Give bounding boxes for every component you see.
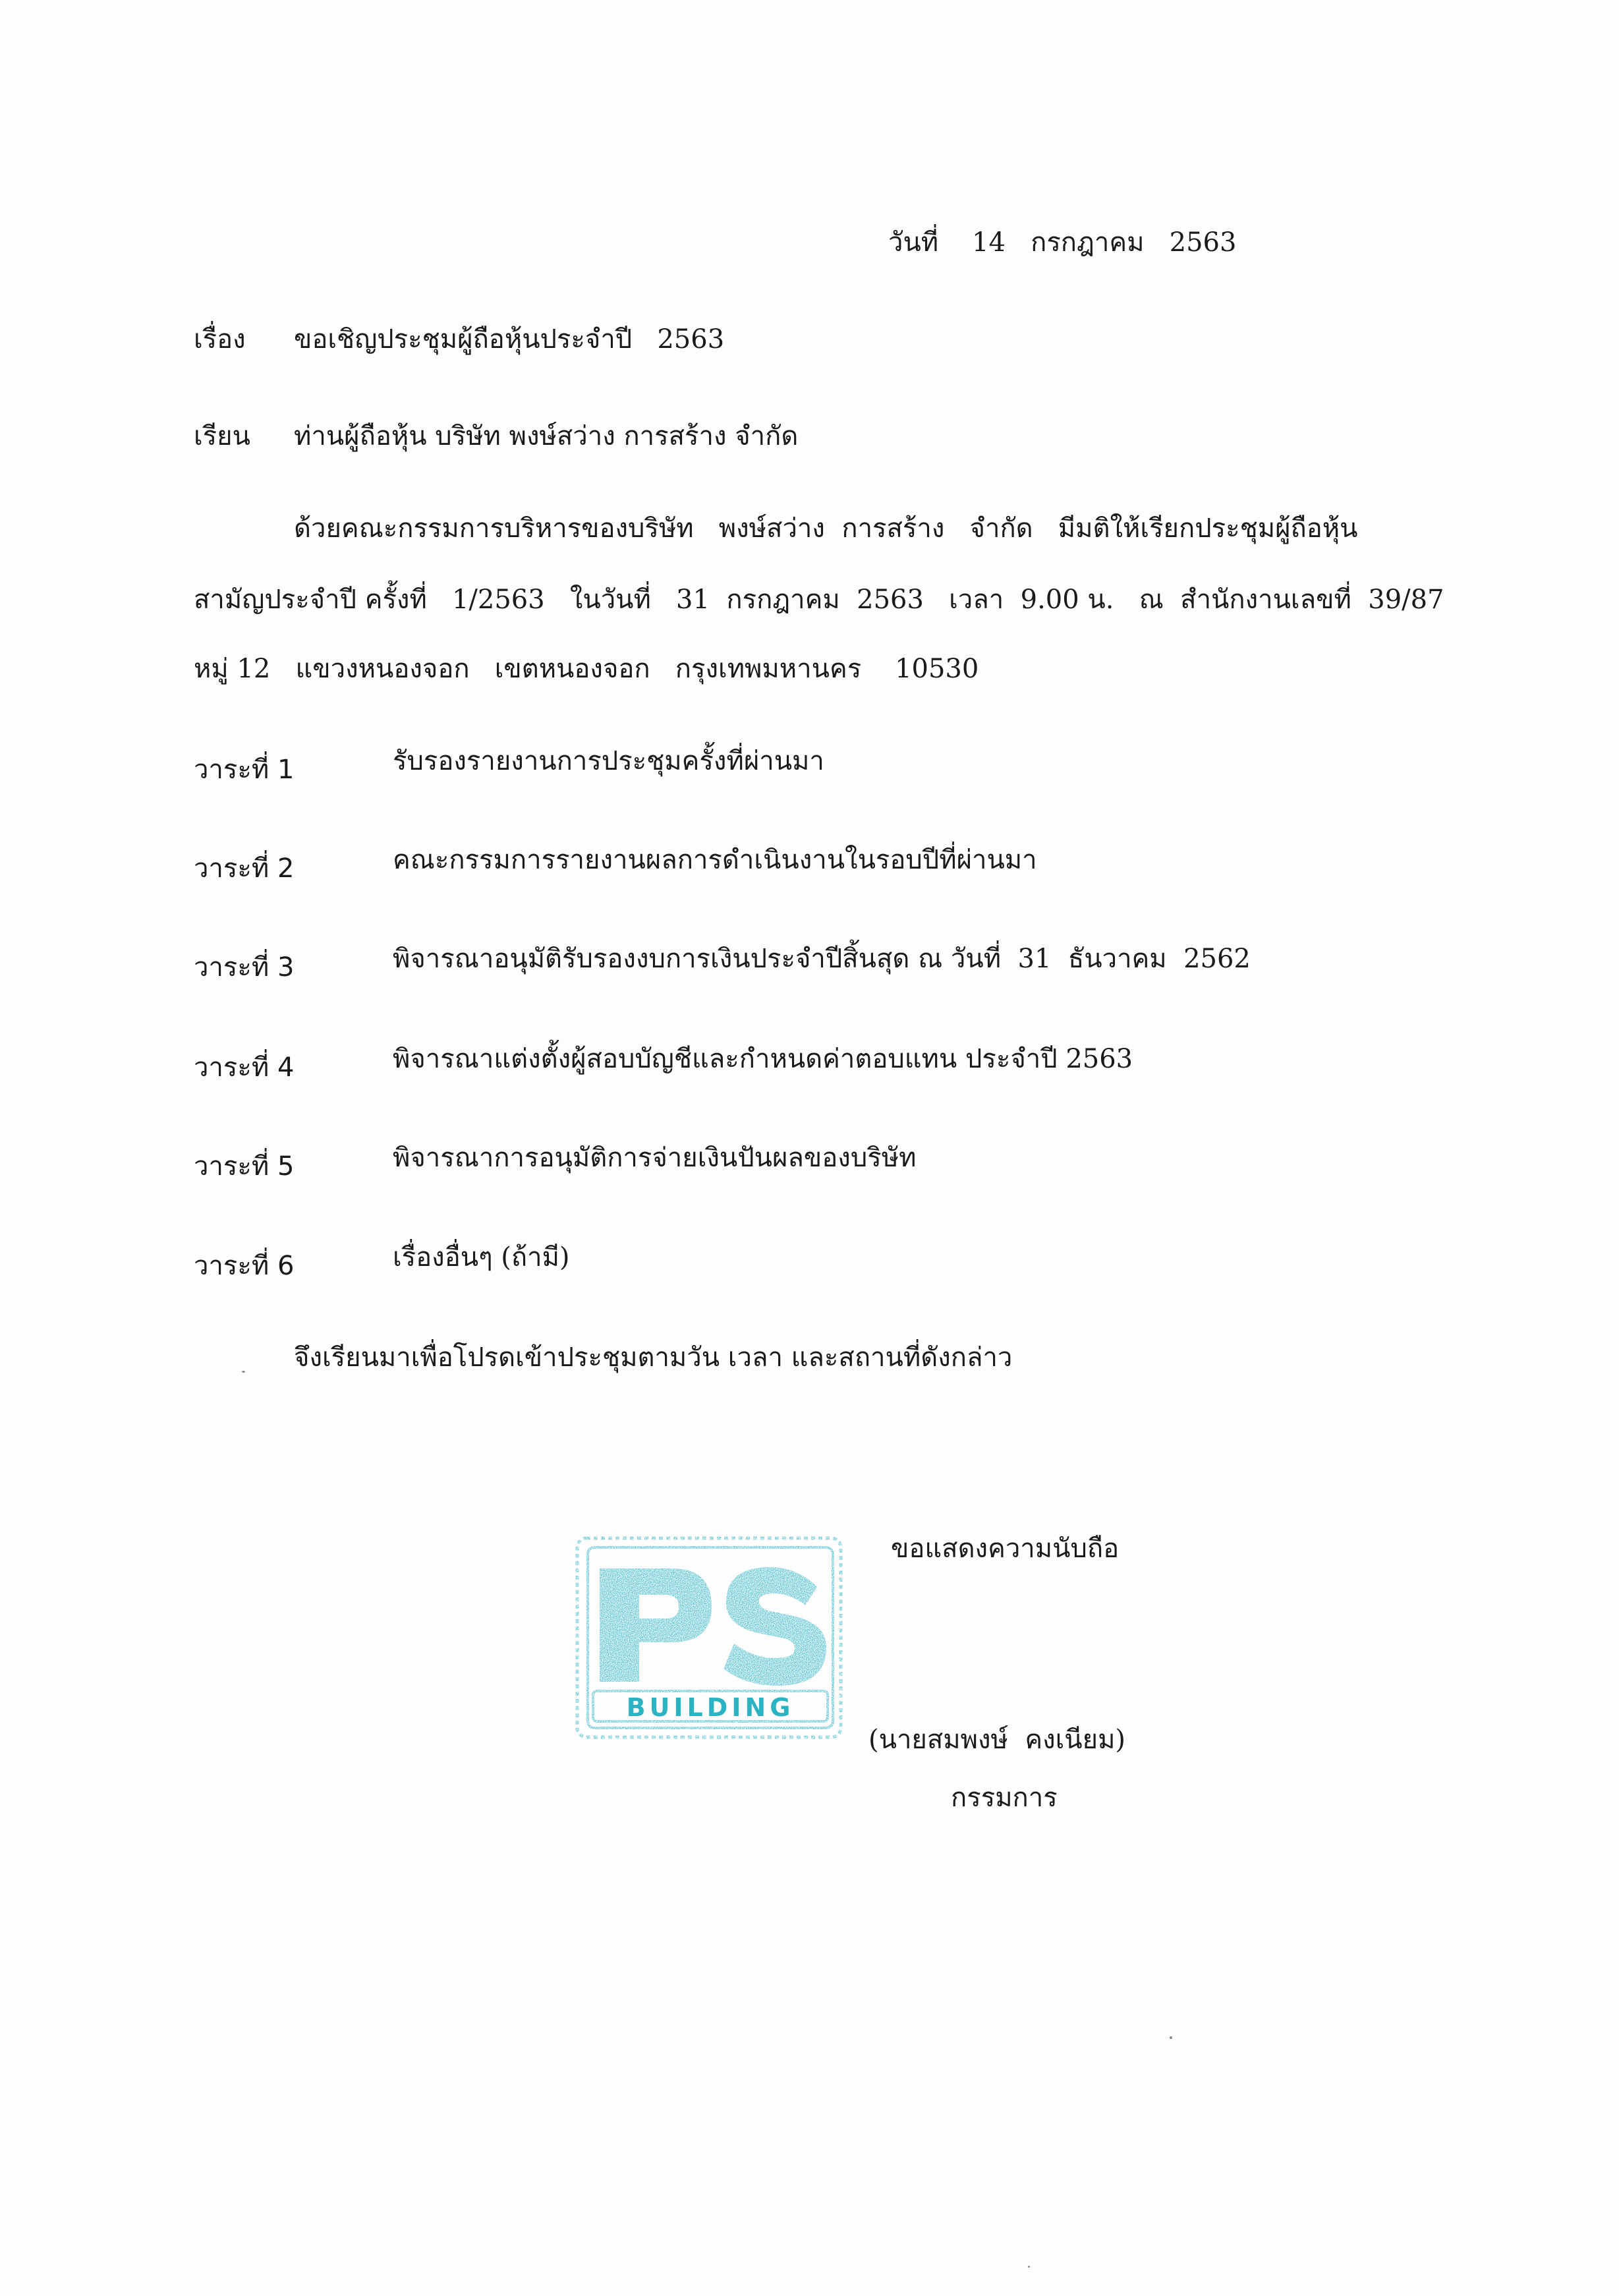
date-year: 2563: [1169, 227, 1237, 258]
closing-invite: จึงเรียนมาเพื่อโปรดเข้าประชุมตามวัน เวลา และสถานที่ดังกล่าว: [294, 1342, 1013, 1373]
closing-regards: ขอแสดงความนับถือ: [891, 1534, 1120, 1564]
scan-speck: [242, 1371, 245, 1373]
date-month: กรกฎาคม: [1031, 227, 1145, 258]
agenda-label-5: วาระที่ 5: [194, 1151, 295, 1182]
ps-building-logo: [573, 1529, 850, 1746]
agenda-text-2: คณะกรรมการรายงานผลการดำเนินงานในรอบปีที่ผ่านมา: [393, 845, 1037, 875]
body-line-1: ด้วยคณะกรรมการบริหารของบริษัท พงษ์สว่าง การสร้าง จำกัด มีมติให้เรียกประชุมผู้ถือหุ้น: [294, 513, 1358, 544]
signer-title: กรรมการ: [951, 1783, 1058, 1813]
subject-label: เรื่อง: [194, 324, 246, 355]
scan-speck: [1170, 2036, 1172, 2039]
subject-text: [294, 326, 724, 353]
agenda-label-2: วาระที่ 2: [194, 853, 295, 884]
company-stamp: [573, 1529, 850, 1746]
scan-speck: [1028, 2266, 1030, 2268]
agenda-text-1: รับรองรายงานการประชุมครั้งที่ผ่านมา: [393, 746, 824, 776]
recipient-label: เรียน: [194, 421, 250, 451]
agenda-text-5: พิจารณาการอนุมัติการจ่ายเงินปันผลของบริษัท: [393, 1143, 917, 1173]
agenda-text-4: พิจารณาแต่งตั้งผู้สอบบัญชีและกำหนดค่าตอบแทน ประจำปี 2563: [393, 1044, 1133, 1074]
date-label: วันที่: [888, 227, 939, 258]
body-line-2: สามัญประจำปี ครั้งที่ 1/2563 ในวันที่ 31 กรกฎาคม 2563 เวลา 9.00 น. ณ สำนักงานเลขที่ 39/87: [194, 585, 1444, 615]
signer-name: (นายสมพงษ์ คงเนียม): [868, 1725, 1126, 1755]
subject-year: 2563: [657, 324, 725, 355]
body-line-3: หมู่ 12 แขวงหนองจอก เขตหนองจอก กรุงเทพมหานคร 10530: [194, 654, 979, 684]
stamp-word: BUILDING: [626, 1693, 795, 1722]
date-day: 14: [972, 227, 1006, 258]
subject-title: ขอเชิญประชุมผู้ถือหุ้นประจำปี: [294, 324, 633, 355]
agenda-text-3: พิจารณาอนุมัติรับรองงบการเงินประจำปีสิ้นสุด ณ วันที่ 31 ธันวาคม 2562: [393, 944, 1251, 974]
agenda-label-1: วาระที่ 1: [194, 755, 295, 785]
agenda-text-6: เรื่องอื่นๆ (ถ้ามี): [393, 1242, 570, 1273]
agenda-label-3: วาระที่ 3: [194, 952, 295, 983]
recipient-text: ท่านผู้ถือหุ้น บริษัท พงษ์สว่าง การสร้าง จำกัด: [294, 421, 799, 451]
agenda-label-4: วาระที่ 4: [194, 1052, 295, 1083]
date-line: [888, 229, 1236, 256]
agenda-label-6: วาระที่ 6: [194, 1251, 295, 1281]
